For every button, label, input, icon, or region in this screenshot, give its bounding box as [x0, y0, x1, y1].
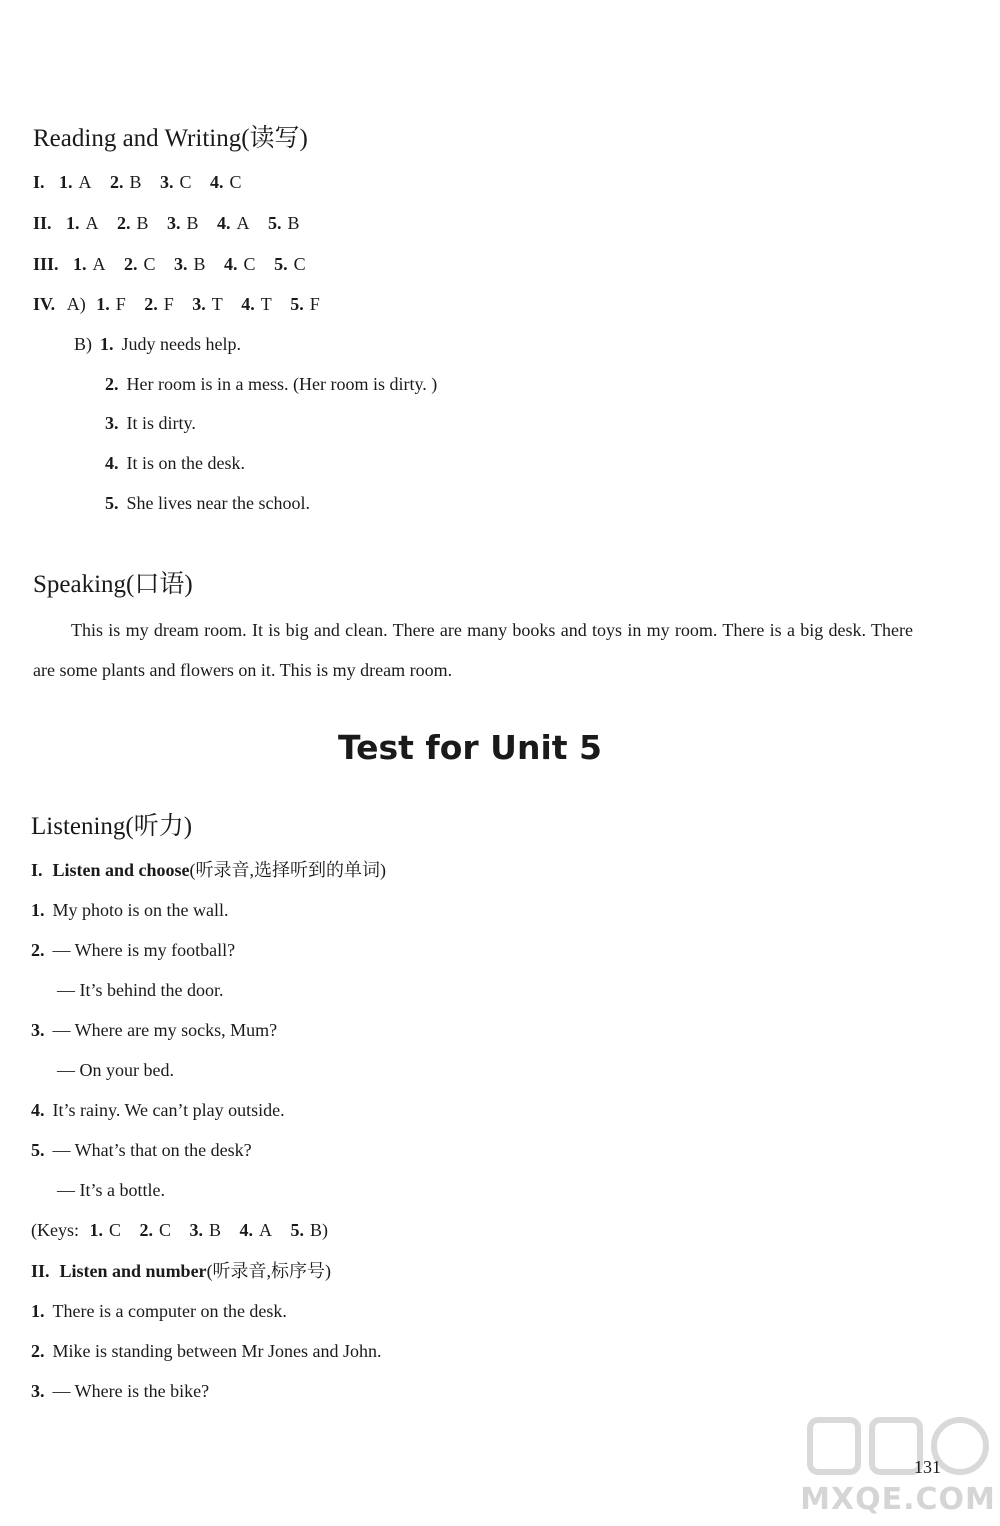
part-note: (听录音,选择听到的单词): [189, 860, 387, 880]
part-note: (听录音,标序号): [206, 1261, 332, 1281]
answer-item: 2. C: [124, 254, 156, 274]
answer-item: 4. C: [224, 254, 256, 274]
part-label: II.: [31, 1261, 50, 1281]
answer-item: 4. T: [241, 294, 272, 314]
key-item: 5. B): [290, 1220, 329, 1240]
answer-item: 5. F: [290, 294, 320, 314]
listening-line: 3. — Where is the bike?: [31, 1381, 210, 1401]
watermark-text: MXQE.COM: [800, 1482, 996, 1517]
key-item: 2. C: [139, 1220, 172, 1240]
answer-item: 2. F: [144, 294, 174, 314]
listening-line: 1. There is a computer on the desk.: [31, 1301, 287, 1321]
page-number: 131: [914, 1457, 941, 1477]
answer-item: 2. B: [117, 213, 149, 233]
speaking-paragraph: This is my dream room. It is big and clean. There are many books and toys in my room. There is a big desk. There are some plants and flowers on it. This is my dream room.: [33, 620, 913, 680]
watermark-logo: [800, 1412, 996, 1522]
reading-writing-heading: Reading and Writing(读写): [33, 125, 308, 152]
listening-line: 2. — Where is my football?: [31, 940, 236, 960]
answer-item: 3. B: [174, 254, 206, 274]
row-label: I.: [33, 172, 45, 192]
part-title: Listen and choose: [52, 860, 190, 880]
part-b-answer-3: 3. It is dirty.: [105, 413, 196, 433]
listening-line: — It’s behind the door.: [57, 980, 224, 1000]
answer-item: 3. B: [167, 213, 199, 233]
answer-item: 5. C: [274, 254, 306, 274]
answer-item: 1. A: [73, 254, 106, 274]
rw-row-1: [33, 170, 256, 194]
answer-item: 5. B: [268, 213, 300, 233]
answer-item: 4. A: [217, 213, 250, 233]
answer-item: 1. A: [59, 172, 92, 192]
listening-line: 5. — What’s that on the desk?: [31, 1140, 252, 1160]
part-label: I.: [31, 860, 43, 880]
key-item: 3. B: [189, 1220, 222, 1240]
answer-item: 1. A: [66, 213, 99, 233]
row-label: IV.: [33, 294, 56, 314]
listening-heading: Listening(听力): [31, 813, 193, 840]
watermark-icon: [800, 1412, 996, 1482]
sub-label: B): [74, 334, 92, 354]
part-b-answer-4: 4. It is on the desk.: [105, 453, 245, 473]
part-b-answer-1: B) 1. Judy needs help.: [74, 334, 241, 354]
row-label: III.: [33, 254, 59, 274]
row-label: II.: [33, 213, 52, 233]
listening-line: 1. My photo is on the wall.: [31, 900, 229, 920]
rw-row-4: [33, 292, 334, 316]
listening-part-2-title: [31, 1259, 331, 1283]
listening-line: — On your bed.: [57, 1060, 174, 1080]
keys-prefix: (Keys:: [31, 1220, 79, 1240]
part-b-answer-5: 5. She lives near the school.: [105, 493, 310, 513]
keys-line: [31, 1218, 342, 1242]
answer-item: 2. B: [110, 172, 142, 192]
speaking-heading: Speaking(口语): [33, 571, 193, 598]
sub-label: A): [66, 294, 86, 314]
answer-item: 4. C: [210, 172, 242, 192]
part-b-answer-2: 2. Her room is in a mess. (Her room is dirty. ): [105, 374, 438, 394]
rw-row-3: [33, 252, 320, 276]
listening-line: — It’s a bottle.: [57, 1180, 165, 1200]
listening-line: 4. It’s rainy. We can’t play outside.: [31, 1100, 285, 1120]
key-item: 1. C: [89, 1220, 122, 1240]
answer-item: 1. F: [96, 294, 126, 314]
listening-line: 2. Mike is standing between Mr Jones and John.: [31, 1341, 382, 1361]
test-title: Test for Unit 5: [337, 728, 603, 767]
listening-part-1-title: [31, 858, 386, 882]
answer-item: 3. T: [192, 294, 223, 314]
answer-item: 3. C: [160, 172, 192, 192]
key-item: 4. A: [239, 1220, 273, 1240]
listening-line: 3. — Where are my socks, Mum?: [31, 1020, 278, 1040]
part-title: Listen and number: [59, 1261, 207, 1281]
rw-row-2: [33, 211, 314, 235]
